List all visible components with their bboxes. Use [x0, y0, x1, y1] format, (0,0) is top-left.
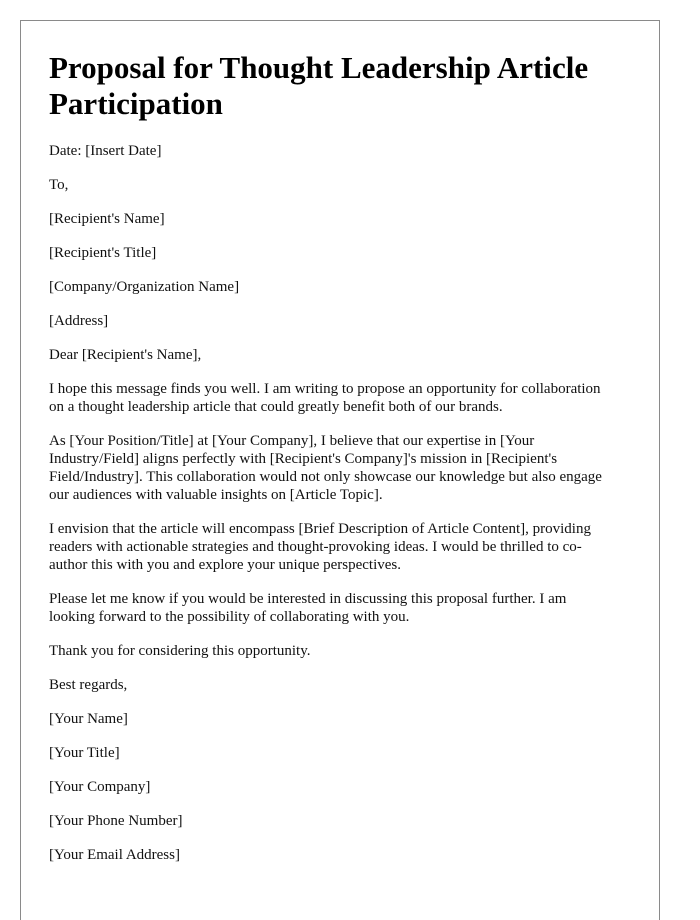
body-paragraph-vision: I envision that the article will encompass [Brief Description of Article Content], providing readers with actionable strategies and thought-provoking ideas. I would be thrilled to co-author this with you and explore your unique perspectives. [49, 521, 591, 573]
body-paragraph-alignment: As [Your Position/Title] at [Your Company], I believe that our expertise in [Your Industry/Field] aligns perfectly with [Recipient's Company]'s mission in [Recipient's Field/Industry]. This collaboration would not only showcase our knowledge but also engage our audiences with valuable insights on [Article Topic]. [49, 433, 602, 503]
document-title: Proposal for Thought Leadership Article Participation [49, 50, 589, 121]
closing: Best regards, [49, 677, 128, 693]
salutation: Dear [Recipient's Name], [49, 347, 202, 363]
letter-page [20, 20, 660, 920]
sender-company: [Your Company] [49, 779, 151, 795]
recipient-address: [Address] [49, 313, 109, 329]
body-paragraph-intro: I hope this message finds you well. I am writing to propose an opportunity for collaboration on a thought leadership article that could greatly benefit both of our brands. [49, 381, 601, 415]
letter-content [49, 50, 609, 880]
sender-name: [Your Name] [49, 711, 128, 727]
sender-email: [Your Email Address] [49, 847, 180, 863]
recipient-organization: [Company/Organization Name] [49, 279, 240, 295]
sender-title: [Your Title] [49, 745, 120, 761]
recipient-title: [Recipient's Title] [49, 245, 157, 261]
body-paragraph-thanks: Thank you for considering this opportunity. [49, 643, 311, 659]
date-line: Date: [Insert Date] [49, 143, 162, 159]
body-paragraph-request: Please let me know if you would be interested in discussing this proposal further. I am looking forward to the possibility of collaborating with you. [49, 591, 567, 625]
recipient-name: [Recipient's Name] [49, 211, 165, 227]
to-line: To, [49, 177, 69, 193]
sender-phone: [Your Phone Number] [49, 813, 183, 829]
